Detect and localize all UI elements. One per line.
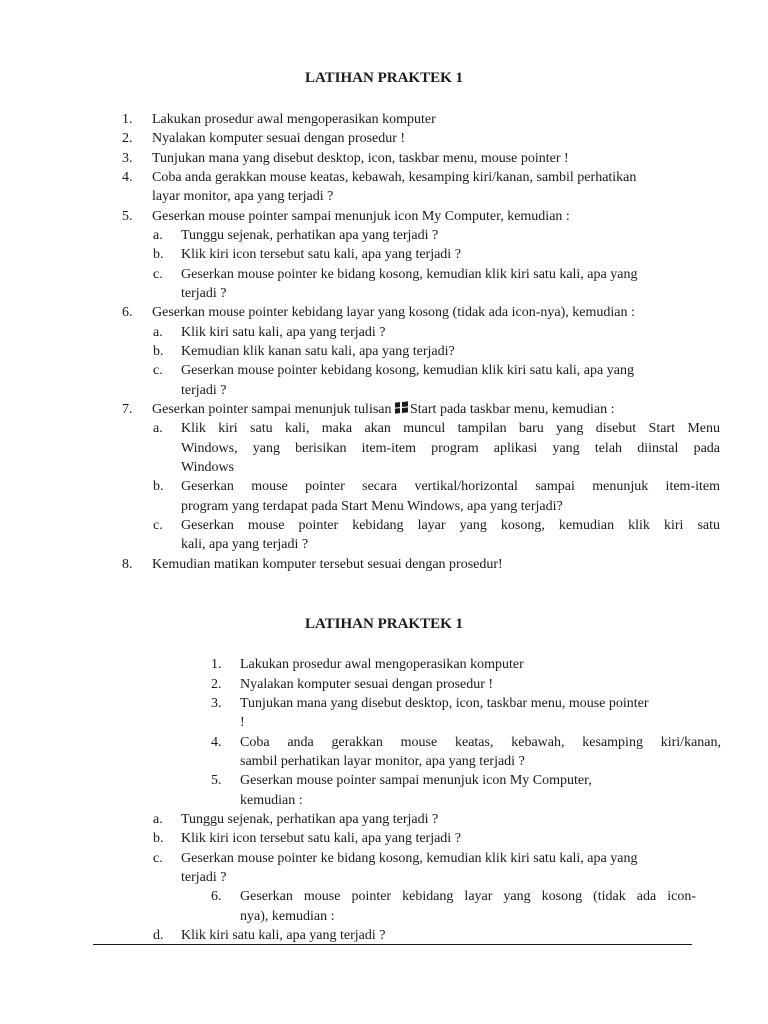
sub-item-letter: c.: [153, 267, 163, 282]
item-number: 1.: [122, 112, 133, 127]
item-text: !: [240, 715, 245, 730]
sub-item-text: Klik kiri icon tersebut satu kali, apa yang terjadi ?: [181, 831, 461, 846]
item-number: 2.: [211, 677, 222, 692]
sub-item-text: Kemudian klik kanan satu kali, apa yang terjadi?: [181, 344, 455, 359]
item-text: Geserkan mouse pointer kebidang layar yang kosong (tidak ada icon-: [240, 889, 696, 904]
sub-item-letter: a.: [153, 812, 163, 827]
item-text: Geserkan mouse pointer sampai menunjuk icon My Computer,: [240, 773, 592, 788]
item-number: 6.: [122, 305, 133, 320]
sub-item-text: Geserkan mouse pointer ke bidang kosong, kemudian klik kiri satu kali, apa yang: [181, 851, 638, 866]
item-number: 5.: [211, 773, 222, 788]
item-text: Geserkan mouse pointer sampai menunjuk icon My Computer, kemudian :: [152, 209, 570, 224]
item-number: 3.: [211, 696, 222, 711]
sub-item-text: Geserkan mouse pointer kebidang layar yang kosong, kemudian klik kiri satu: [181, 518, 720, 533]
sub-item-letter: b.: [153, 831, 164, 846]
sub-item-letter: d.: [153, 928, 164, 943]
sub-item-text: Geserkan mouse pointer secara vertikal/horizontal sampai menunjuk item-item: [181, 479, 720, 494]
sub-item-text: terjadi ?: [181, 383, 227, 398]
item-text-part: Start pada taskbar menu, kemudian :: [410, 402, 615, 417]
sub-item-text: kali, apa yang terjadi ?: [181, 537, 309, 552]
item-text: [152, 400, 615, 419]
item-number: 8.: [122, 557, 133, 572]
item-text: layar monitor, apa yang terjadi ?: [152, 189, 334, 204]
item-number: 4.: [122, 170, 133, 185]
item-text: Coba anda gerakkan mouse keatas, kebawah, kesamping kiri/kanan, sambil perhatikan: [152, 170, 637, 185]
sub-item-letter: b.: [153, 247, 164, 262]
item-text: Nyalakan komputer sesuai dengan prosedur !: [152, 131, 406, 146]
item-text: sambil perhatikan layar monitor, apa yang terjadi ?: [240, 754, 525, 769]
sub-item-letter: a.: [153, 421, 163, 436]
item-number: 6.: [211, 889, 222, 904]
page-title: LATIHAN PRAKTEK 1: [304, 616, 464, 632]
sub-item-text: Klik kiri icon tersebut satu kali, apa yang terjadi ?: [181, 247, 461, 262]
item-text: Tunjukan mana yang disebut desktop, icon, taskbar menu, mouse pointer: [240, 696, 649, 711]
sub-item-letter: b.: [153, 479, 164, 494]
item-text: Nyalakan komputer sesuai dengan prosedur !: [240, 677, 494, 692]
sub-item-text: terjadi ?: [181, 870, 227, 885]
item-text: Geserkan mouse pointer kebidang layar yang kosong (tidak ada icon-nya), kemudian :: [152, 305, 635, 320]
item-text-part: Geserkan pointer sampai menunjuk tulisan: [152, 402, 395, 417]
sub-item-text: Geserkan mouse pointer kebidang kosong, kemudian klik kiri satu kali, apa yang: [181, 363, 634, 378]
sub-item-text: Windows, yang berisikan item-item program aplikasi yang telah diinstal pada: [181, 441, 720, 456]
sub-item-letter: c.: [153, 518, 163, 533]
item-number: 5.: [122, 209, 133, 224]
item-text: Tunjukan mana yang disebut desktop, icon, taskbar menu, mouse pointer !: [152, 151, 569, 166]
sub-item-letter: c.: [153, 851, 163, 866]
windows-start-icon: [395, 401, 408, 414]
sub-item-text: Tunggu sejenak, perhatikan apa yang terjadi ?: [181, 228, 439, 243]
item-text: Coba anda gerakkan mouse keatas, kebawah, kesamping kiri/kanan,: [240, 735, 721, 750]
item-number: 3.: [122, 151, 133, 166]
sub-item-text: Klik kiri satu kali, maka akan muncul tampilan baru yang disebut Start Menu: [181, 421, 720, 436]
page-title: LATIHAN PRAKTEK 1: [304, 70, 464, 86]
item-text: kemudian :: [240, 793, 303, 808]
horizontal-rule: [93, 944, 692, 945]
sub-item-letter: a.: [153, 325, 163, 340]
sub-item-text: terjadi ?: [181, 286, 227, 301]
sub-item-letter: a.: [153, 228, 163, 243]
sub-item-letter: b.: [153, 344, 164, 359]
sub-item-text: program yang terdapat pada Start Menu Windows, apa yang terjadi?: [181, 499, 563, 514]
sub-item-text: Tunggu sejenak, perhatikan apa yang terjadi ?: [181, 812, 439, 827]
item-number: 1.: [211, 657, 222, 672]
item-number: 7.: [122, 402, 133, 417]
sub-item-text: Klik kiri satu kali, apa yang terjadi ?: [181, 325, 386, 340]
item-text: Lakukan prosedur awal mengoperasikan komputer: [240, 657, 524, 672]
item-number: 2.: [122, 131, 133, 146]
item-number: 4.: [211, 735, 222, 750]
item-text: Lakukan prosedur awal mengoperasikan komputer: [152, 112, 436, 127]
sub-item-text: Geserkan mouse pointer ke bidang kosong, kemudian klik kiri satu kali, apa yang: [181, 267, 638, 282]
sub-item-text: Klik kiri satu kali, apa yang terjadi ?: [181, 928, 386, 943]
sub-item-text: Windows: [181, 460, 235, 475]
sub-item-letter: c.: [153, 363, 163, 378]
item-text: Kemudian matikan komputer tersebut sesuai dengan prosedur!: [152, 557, 503, 572]
item-text: nya), kemudian :: [240, 909, 335, 924]
